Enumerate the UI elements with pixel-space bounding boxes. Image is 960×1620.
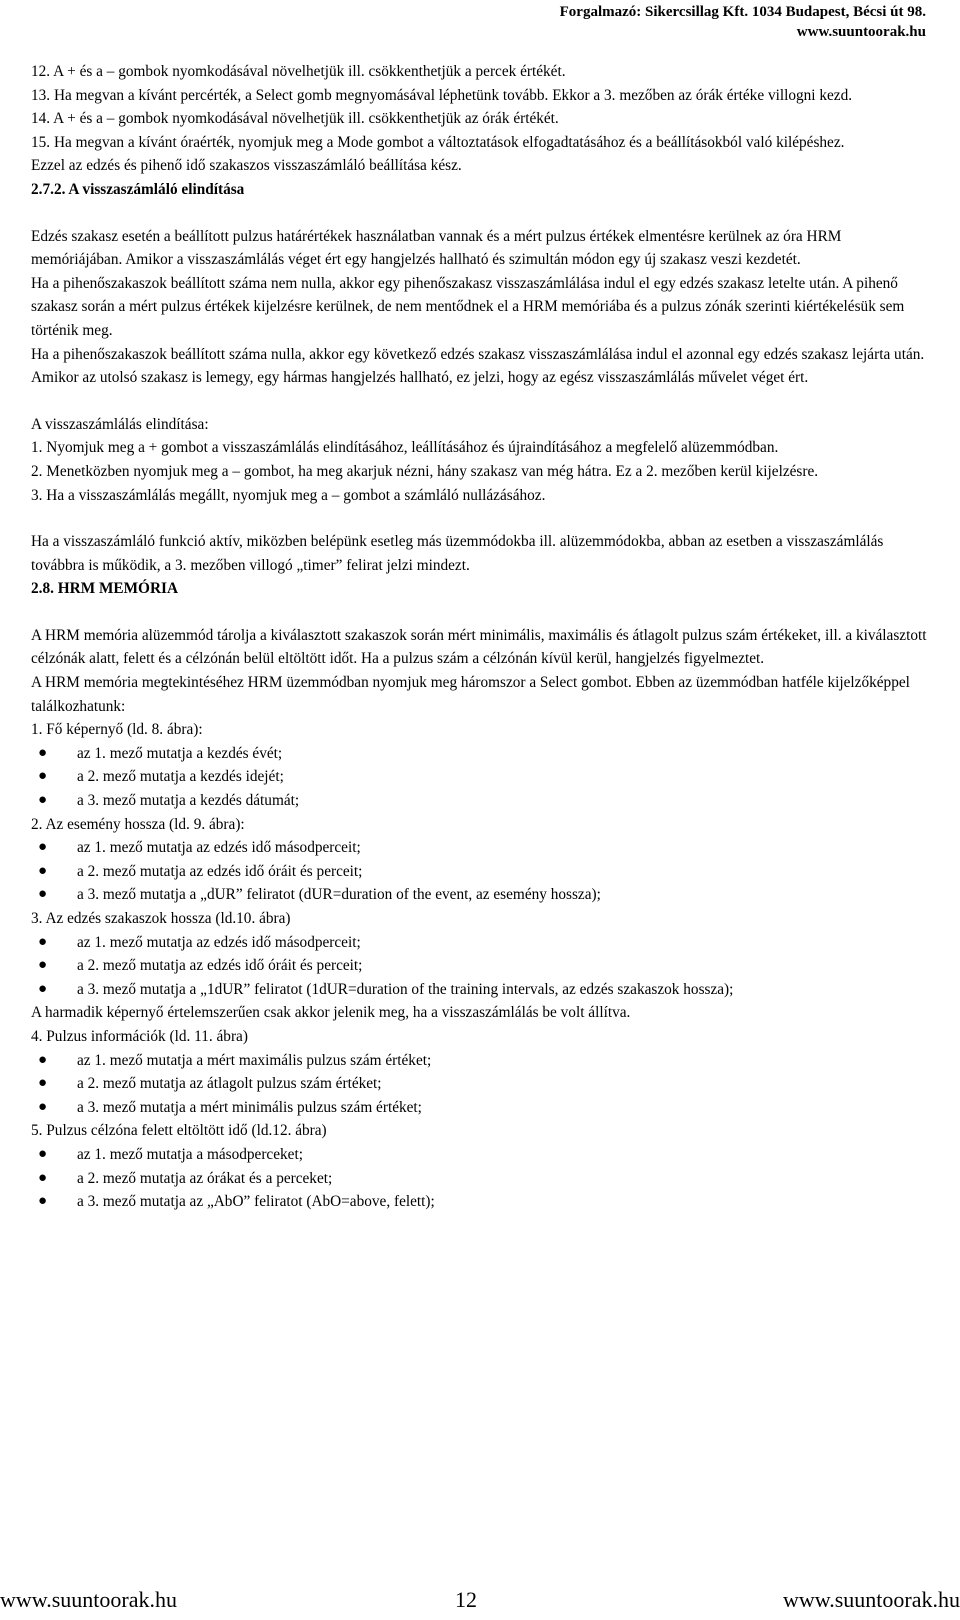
list-item: ● az 1. mező mutatja az edzés idő másodperceit; [31,931,931,955]
footer-website-right: www.suuntoorak.hu [783,1587,960,1612]
section-272-paragraph: Edzés szakasz esetén a beállított pulzus határértékek használatban vannak és a mért pulzus értékek elmentésre kerülnek az óra HRM memóriájában. Amikor a visszaszámlálás véget ért egy hangjelzés hallható és szimultán módon egy új szakasz veszi kezdetét. [31,227,842,269]
start-steps-title: A visszaszámlálás elindítása: [31,415,209,433]
bullet-icon: ● [38,839,48,856]
screen-title: 1. Fő képernyő (ld. 8. ábra): [31,721,203,739]
bullet-icon: ● [38,1145,48,1162]
list-item: ● az 1. mező mutatja a kezdés évét; [31,742,931,766]
page-content [31,60,931,1214]
screen-title: 5. Pulzus célzóna felett eltöltött idő (ld.12. ábra) [31,1122,327,1140]
list-item: ● az 1. mező mutatja a mért maximális pulzus szám értéket; [31,1049,931,1073]
bullet-icon: ● [38,933,48,950]
list-item: ● a 2. mező mutatja az átlagolt pulzus szám értéket; [31,1072,931,1096]
bullet-icon: ● [38,980,48,997]
screen-items-list [31,1049,931,1120]
step-15: 15. Ha megvan a kívánt óraérték, nyomjuk meg a Mode gombot a változtatások elfogadtatásához és a beállításokból való kilépéshez. [31,133,845,151]
list-item: ● a 3. mező mutatja a „1dUR” feliratot (1dUR=duration of the training intervals, az edzés szakaszok hossza); [31,978,931,1002]
bullet-icon: ● [38,886,48,903]
step-14: 14. A + és a – gombok nyomkodásával növelhetjük ill. csökkenthetjük az órák értékét. [31,110,559,128]
list-item: ● a 2. mező mutatja az órákat és a perceket; [31,1167,931,1191]
screen-items-list [31,931,931,1002]
list-item: ● az 1. mező mutatja az edzés idő másodperceit; [31,836,931,860]
list-item: ● a 3. mező mutatja a kezdés dátumát; [31,789,931,813]
step-13: 13. Ha megvan a kívánt percérték, a Select gomb megnyomásával léphetünk tovább. Ekkor a 3. mezőben az órák értéke villogni kezd. [31,86,853,104]
section-28-heading: 2.8. HRM MEMÓRIA [31,580,179,598]
screen-items-list [31,836,931,907]
list-item: ● a 3. mező mutatja az „AbO” feliratot (AbO=above, felett); [31,1190,931,1214]
header-distributor: Forgalmazó: Sikercsillag Kft. 1034 Budapest, Bécsi út 98. [559,4,926,20]
start-step: 3. Ha a visszaszámlálás megállt, nyomjuk meg a – gombot a számláló nullázásához. [31,486,546,504]
timer-note: Ha a visszaszámláló funkció aktív, miközben belépünk esetleg más üzemmódokba ill. alüzemmódokba, abban az esetben a visszaszámlálás továbbra is működik, a 3. mezőben villogó „timer” felirat jelzi mindezt. [31,533,884,574]
list-item: ● a 2. mező mutatja a kezdés idejét; [31,765,931,789]
setup-complete-text: Ezzel az edzés és pihenő idő szakaszos visszaszámláló beállítása kész. [31,157,462,175]
page-footer [0,1585,960,1615]
footer-website-left: www.suuntoorak.hu [0,1587,177,1612]
screen-title: 2. Az esemény hossza (ld. 9. ábra): [31,815,245,833]
screen-title: 3. Az edzés szakaszok hossza (ld.10. ábra) [31,910,291,927]
header-website: www.suuntoorak.hu [796,24,926,40]
bullet-icon: ● [38,1051,48,1068]
bullet-icon: ● [38,1193,48,1210]
bullet-icon: ● [38,957,48,974]
bullet-icon: ● [38,1169,48,1186]
bullet-icon: ● [38,862,48,879]
bullet-icon: ● [38,792,48,809]
section-272-heading: 2.7.2. A visszaszámláló elindítása [31,180,245,198]
start-step: 2. Menetközben nyomjuk meg a – gombot, ha meg akarjuk nézni, hány szakasz van még hátra. Ez a 2. mezőben kerül kijelzésre. [31,462,819,480]
section-272-paragraph: Ha a pihenőszakaszok beállított száma nulla, akkor egy következő edzés szakasz visszaszámlálása indul el azonnal egy edzés szakasz lejárta után. Amikor az utolsó szakasz is lemegy, egy hármas hangjelzés hallható, ez jelzi, hogy az egész visszaszámlálás művelet véget ért. [31,345,925,387]
list-item: ● az 1. mező mutatja a másodperceket; [31,1143,931,1167]
list-item: ● a 3. mező mutatja a „dUR” feliratot (dUR=duration of the event, az esemény hossza); [31,883,931,907]
list-item: ● a 2. mező mutatja az edzés idő óráit és perceit; [31,860,931,884]
section-28-intro: A HRM memória alüzemmód tárolja a kiválasztott szakaszok során mért minimális, maximális és átlagolt pulzus szám értékeket, ill. a kiválasztott célzónák alatt, felett és a célzónán belül eltöltött időt. Ha a pulzus szám a célzónán kívül kerül, hangjelzés figyelmeztet. [31,626,927,668]
screen-title: 4. Pulzus információk (ld. 11. ábra) [31,1027,248,1045]
list-item: ● a 3. mező mutatja a mért minimális pulzus szám értéket; [31,1096,931,1120]
page-header [560,2,926,42]
step-12: 12. A + és a – gombok nyomkodásával növelhetjük ill. csökkenthetjük a percek értékét. [31,63,566,80]
bullet-icon: ● [38,1075,48,1092]
screen-items-list [31,742,931,813]
section-272-paragraph: Ha a pihenőszakaszok beállított száma nem nulla, akkor egy pihenőszakasz visszaszámlálása indul el egy edzés szakasz letelte után. A pihenő szakasz során a mért pulzus értékek kijelzésre kerülnek, de nem mentődnek el a HRM memóriába és a pulzus zónák szerinti kiértékelésük sem történik meg. [31,274,905,339]
list-item: ● a 2. mező mutatja az edzés idő óráit és perceit; [31,954,931,978]
section-28-intro: A HRM memória megtekintéséhez HRM üzemmódban nyomjuk meg háromszor a Select gombot. Ebben az üzemmódban hatféle kijelzőképpel találkozhatunk: [31,674,910,715]
bullet-icon: ● [38,1098,48,1115]
page-number: 12 [455,1587,477,1612]
third-screen-note: A harmadik képernyő értelemszerűen csak akkor jelenik meg, ha a visszaszámlálás be volt állítva. [31,1004,631,1022]
bullet-icon: ● [38,768,48,785]
bullet-icon: ● [38,744,48,761]
screen-items-list [31,1143,931,1214]
start-step: 1. Nyomjuk meg a + gombot a visszaszámlálás elindításához, leállításához és újraindításához a megfelelő alüzemmódban. [31,439,779,457]
